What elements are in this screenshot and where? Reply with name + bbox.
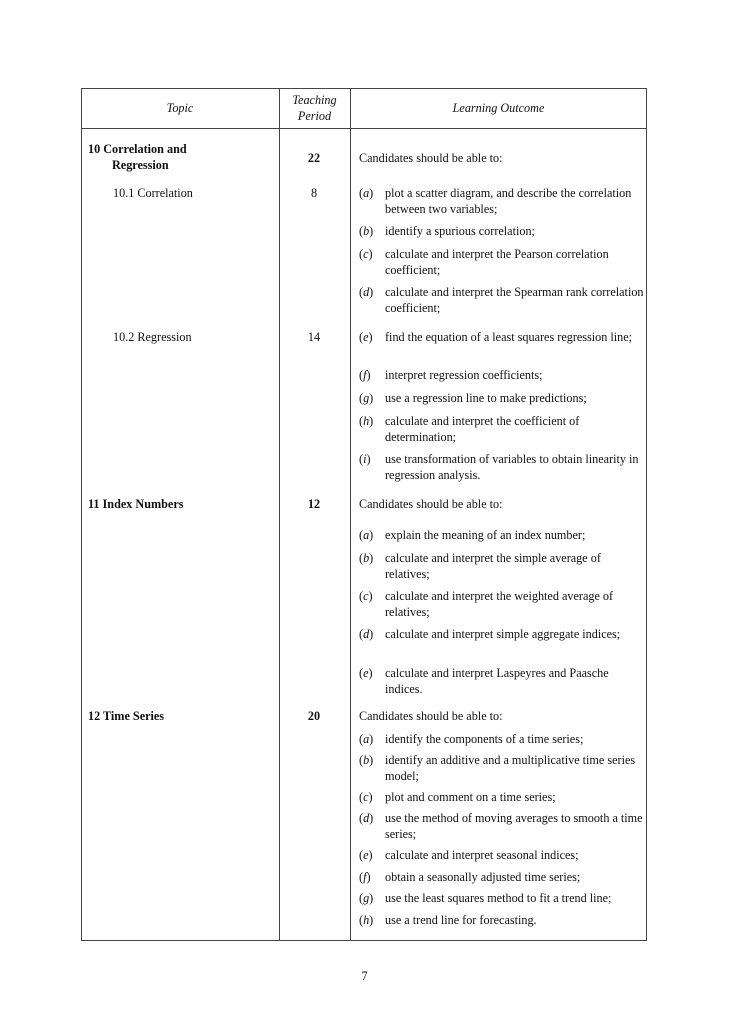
outcome-item (359, 247, 644, 278)
outcome-item (359, 368, 644, 384)
outcome-letter: (e) (359, 848, 373, 862)
outcome-item (359, 870, 644, 886)
outcome-text: plot and comment on a time series; (385, 790, 556, 804)
outcome-letter: (d) (359, 811, 374, 825)
outcome-item (359, 186, 644, 217)
outcome-letter: (c) (359, 790, 373, 804)
header-learning-outcome: Learning Outcome (452, 101, 545, 115)
outcome-text: use a regression line to make predictions; (385, 391, 587, 405)
outcome-item (359, 913, 644, 929)
subtopic-correlation-period: 8 (310, 186, 318, 200)
outcome-item (359, 848, 644, 864)
outcome-letter: (a) (359, 186, 374, 200)
outcome-letter: (h) (359, 414, 374, 428)
header-divider (81, 128, 647, 129)
outcome-item (359, 753, 644, 784)
outcome-letter: (i) (359, 452, 371, 466)
header-topic: Topic (166, 101, 194, 115)
outcome-item (359, 551, 644, 582)
outcome-item (359, 811, 644, 842)
section-10-intro: Candidates should be able to: (359, 151, 503, 165)
header-teaching: Teaching (292, 93, 337, 107)
outcome-text: explain the meaning of an index number; (385, 528, 586, 542)
outcome-text: calculate and interpret the simple average of relatives; (385, 551, 601, 581)
section-11-title: 11 Index Numbers (88, 497, 184, 511)
outcome-text: plot a scatter diagram, and describe the correlation between two variables; (385, 186, 632, 216)
outcome-item (359, 452, 644, 483)
outcome-letter: (b) (359, 224, 374, 238)
outcome-letter: (e) (359, 330, 373, 344)
outcome-item (359, 589, 644, 620)
outcome-letter: (d) (359, 285, 374, 299)
outcome-item (359, 224, 644, 240)
outcome-letter: (a) (359, 528, 374, 542)
outcome-item (359, 285, 644, 316)
outcome-letter: (f) (359, 870, 371, 884)
section-11-period: 12 (307, 497, 321, 511)
subtopic-regression: 10.2 Regression (113, 330, 192, 344)
outcome-item (359, 528, 644, 544)
section-12-intro: Candidates should be able to: (359, 709, 503, 723)
outcome-text: calculate and interpret simple aggregate indices; (385, 627, 621, 641)
outcome-text: calculate and interpret the Pearson correlation coefficient; (385, 247, 609, 277)
header-period: Period (297, 109, 332, 123)
outcome-letter: (f) (359, 368, 371, 382)
section-10-title-cont: Regression (112, 158, 169, 172)
outcome-letter: (b) (359, 753, 374, 767)
outcome-item (359, 666, 644, 697)
section-12-period: 20 (307, 709, 321, 723)
outcome-text: identify a spurious correlation; (385, 224, 535, 238)
outcome-text: calculate and interpret seasonal indices; (385, 848, 579, 862)
outcome-letter: (c) (359, 589, 373, 603)
subtopic-correlation: 10.1 Correlation (113, 186, 193, 200)
outcome-text: obtain a seasonally adjusted time series; (385, 870, 581, 884)
outcome-text: calculate and interpret Laspeyres and Paasche indices. (385, 666, 609, 696)
section-10-period: 22 (307, 151, 321, 165)
outcome-item (359, 391, 644, 407)
subtopic-regression-period: 14 (307, 330, 321, 344)
outcome-item (359, 891, 644, 907)
outcome-letter: (b) (359, 551, 374, 565)
outcome-item (359, 732, 644, 748)
outcome-text: calculate and interpret the Spearman rank correlation coefficient; (385, 285, 644, 315)
outcome-letter: (g) (359, 391, 374, 405)
outcome-letter: (e) (359, 666, 373, 680)
section-12-title: 12 Time Series (88, 709, 165, 723)
outcome-text: interpret regression coefficients; (385, 368, 543, 382)
column-divider-topic (279, 88, 280, 941)
section-11-intro: Candidates should be able to: (359, 497, 503, 511)
outcome-text: identify the components of a time series; (385, 732, 584, 746)
outcome-item (359, 414, 644, 445)
outcome-text: find the equation of a least squares regression line; (385, 330, 633, 344)
outcome-text: identify an additive and a multiplicative time series model; (385, 753, 636, 783)
outcome-letter: (c) (359, 247, 373, 261)
column-divider-period (350, 88, 351, 941)
outcome-item (359, 790, 644, 806)
outcome-letter: (g) (359, 891, 374, 905)
outcome-letter: (a) (359, 732, 374, 746)
outcome-letter: (h) (359, 913, 374, 927)
outcome-text: use the method of moving averages to smooth a time series; (385, 811, 643, 841)
outcome-item (359, 330, 644, 346)
outcome-text: use the least squares method to fit a trend line; (385, 891, 612, 905)
outcome-text: calculate and interpret the weighted average of relatives; (385, 589, 614, 619)
section-10-title: 10 Correlation and (88, 142, 187, 156)
outcome-letter: (d) (359, 627, 374, 641)
page-number: 7 (361, 969, 368, 983)
outcome-item (359, 627, 644, 643)
outcome-text: use transformation of variables to obtain linearity in regression analysis. (385, 452, 639, 482)
outcome-text: calculate and interpret the coefficient of determination; (385, 414, 580, 444)
outcome-text: use a trend line for forecasting. (385, 913, 537, 927)
